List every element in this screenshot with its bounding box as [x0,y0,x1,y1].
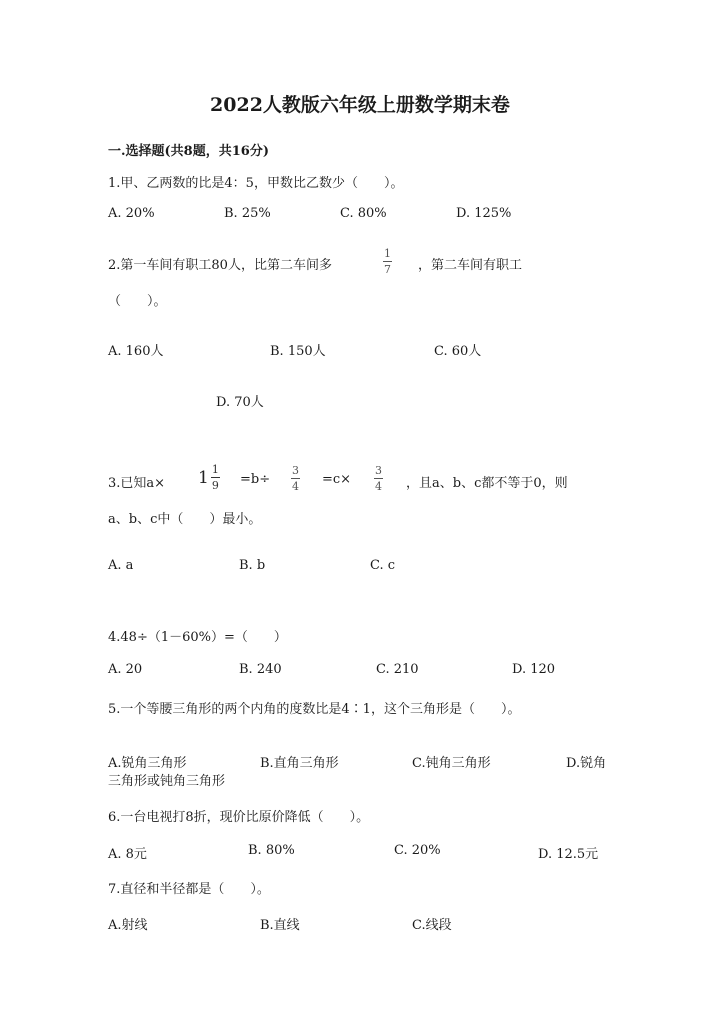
fraction-three-quarters-2 [374,465,383,492]
question-2-blank: （ ）。 [108,294,167,309]
q7-option-a: A.射线 [108,918,148,933]
q2-option-d: D. 70人 [216,395,264,410]
question-3-text-c: =c× [322,472,352,487]
fraction-one-seventh [383,248,392,275]
fraction-denominator: 7 [384,263,391,276]
fraction-numerator: 3 [292,464,299,477]
question-1-text: 1.甲、乙两数的比是4：5，甲数比乙数少（ ）。 [108,176,404,191]
question-3-text-b: =b÷ [240,472,271,487]
section-heading: 一.选择题(共8题，共16分) [108,144,269,159]
q4-option-b: B. 240 [239,662,282,677]
q6-option-c: C. 20% [394,843,441,858]
fraction-denominator: 4 [375,480,382,493]
q4-option-d: D. 120 [512,662,556,677]
q1-option-a: A. 20% [108,206,155,221]
mixed-number-fraction [211,464,220,491]
question-3-text-e: a、b、c中（ ）最小。 [108,512,262,527]
q5-option-d: D.锐角 [566,756,607,771]
fraction-bar [291,478,300,479]
q2-option-a: A. 160人 [108,344,164,359]
question-4-text: 4.48÷（1－60%）=（ ） [108,630,287,645]
mixed-number-one-and-one-ninth [198,464,220,491]
q4-option-a: A. 20 [108,662,143,677]
q1-option-d: D. 125% [456,206,512,221]
question-3-text-d: ，且a、b、c都不等于0，则 [406,476,568,491]
q2-option-c: C. 60人 [434,344,482,359]
question-3-text: 3.已知a× [108,476,166,491]
question-5-text: 5.一个等腰三角形的两个内角的度数比是4∶1，这个三角形是（ ）。 [108,702,521,717]
q5-option-a: A.锐角三角形 [108,756,187,771]
q7-option-b: B.直线 [260,918,300,933]
fraction-numerator: 3 [375,464,382,477]
fraction-numerator: 1 [211,463,219,476]
q5-option-c: C.钝角三角形 [412,756,491,771]
fraction-numerator: 1 [384,247,391,260]
question-2-text: 2.第一车间有职工80人，比第二车间多 [108,258,332,273]
page-title: 2022人教版六年级上册数学期末卷 [210,94,510,116]
q1-option-c: C. 80% [340,206,387,221]
fraction-denominator: 4 [292,480,299,493]
question-7-text: 7.直径和半径都是（ ）。 [108,882,270,897]
mixed-number-whole: 1 [198,467,209,488]
fraction-denominator: 9 [211,479,219,492]
question-6-text: 6.一台电视打8折，现价比原价降低（ ）。 [108,810,370,825]
q6-option-d: D. 12.5元 [538,847,599,862]
fraction-bar [211,477,220,478]
q7-option-c: C.线段 [412,918,452,933]
q2-option-b: B. 150人 [270,344,326,359]
q3-option-c: C. c [370,558,396,573]
q5-option-b: B.直角三角形 [260,756,339,771]
q4-option-c: C. 210 [376,662,419,677]
q6-option-a: A. 8元 [108,847,147,862]
fraction-bar [374,478,383,479]
fraction-three-quarters-1 [291,465,300,492]
q1-option-b: B. 25% [224,206,271,221]
q3-option-a: A. a [108,558,134,573]
q3-option-b: B. b [239,558,266,573]
fraction-bar [383,261,392,262]
q5-option-d-continued: 三角形或钝角三角形 [108,774,226,789]
q6-option-b: B. 80% [248,843,295,858]
question-2-text-cont: ，第二车间有职工 [418,258,523,273]
